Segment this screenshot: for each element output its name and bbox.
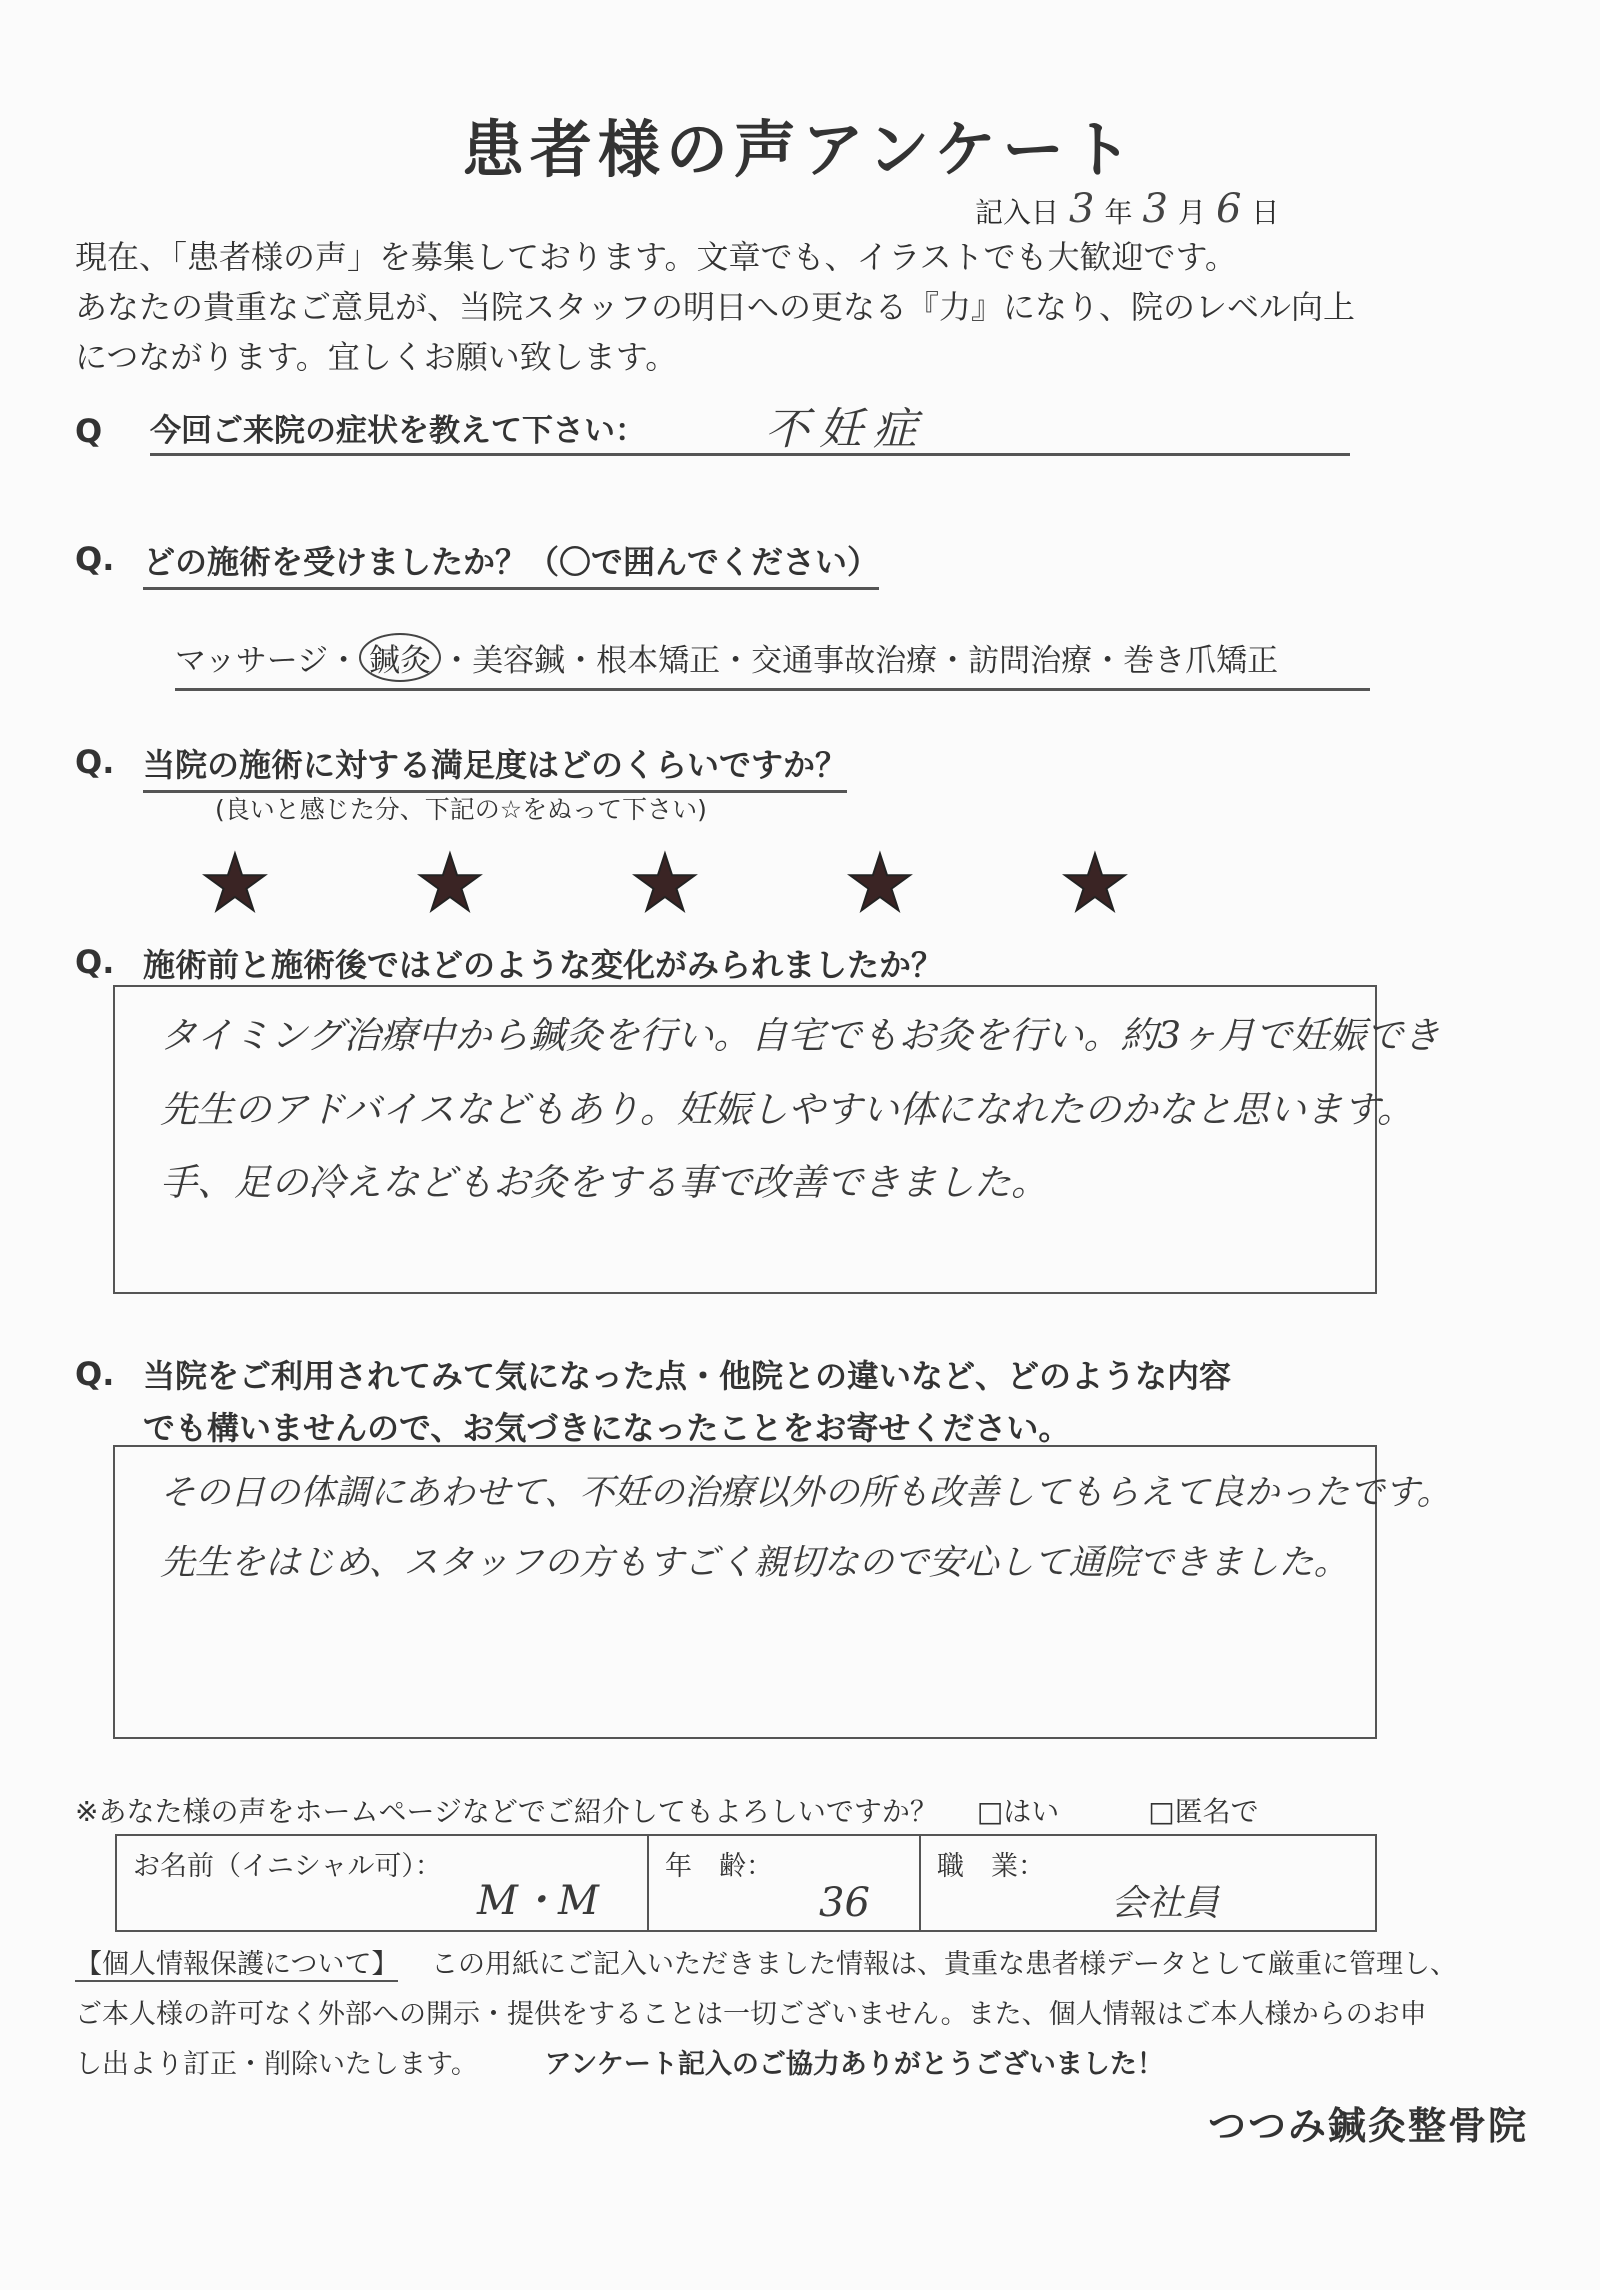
privacy-line: し出より訂正・削除いたします。 <box>75 2049 478 2080</box>
date-year: 3 <box>1069 186 1095 232</box>
filled-star-icon: ★ <box>415 839 485 929</box>
privacy-line: ご本人様の許可なく外部への開示・提供をすることは一切ございません。また、個人情報はご本人様からのお申 <box>75 1999 1427 2030</box>
privacy-line: この用紙にご記入いただきました情報は、貴重な患者様データとして厳重に管理し、 <box>431 1949 1458 1980</box>
separator: ・ <box>565 643 597 679</box>
permission-question: ※あなた様の声をホームページなどでご紹介してもよろしいですか？ <box>75 1795 938 1828</box>
satisfaction-stars <box>200 839 1200 935</box>
job-label: 職 業： <box>937 1851 1045 1882</box>
option-fundamental-correction: 根本矯正 <box>596 643 721 679</box>
q5-answer-box <box>113 1445 1452 1739</box>
q5-question-line: 当院をご利用されてみて気になった点・他院との違いなど、どのような内容 <box>143 1357 1232 1395</box>
q1-question: 今回ご来院の症状を教えて下さい： <box>150 413 646 449</box>
entry-date <box>975 186 1279 232</box>
q3-note: (良いと感じた分、下記の☆をぬって下さい) <box>215 795 707 824</box>
date-month-unit: 月 <box>1177 196 1206 229</box>
intro-line: につながります。宜しくお願い致します。 <box>75 338 678 376</box>
option-traffic-accident: 交通事故治療 <box>751 643 938 679</box>
option-home-visit: 訪問治療 <box>968 643 1093 679</box>
job-cell <box>921 1836 1375 1930</box>
permission-anonymous-checkbox[interactable]: □匿名で <box>1148 1795 1259 1828</box>
treatment-options <box>175 633 1370 691</box>
date-label: 記入日 <box>975 196 1060 229</box>
separator: ・ <box>1092 643 1124 679</box>
q4-mark: Q. <box>75 943 115 981</box>
q5-question <box>143 1350 1231 1454</box>
age-label: 年 齢： <box>665 1851 773 1882</box>
permission-yes-checkbox[interactable]: □はい <box>976 1795 1060 1828</box>
thanks-message: アンケート記入のご協力ありがとうございました！ <box>544 2049 1164 2080</box>
intro-line: あなたの貴重なご意見が、当院スタッフの明日への更なる『力』になり、院のレベル向上 <box>75 288 1356 326</box>
name-value: M・M <box>477 1878 599 1924</box>
filled-star-icon: ★ <box>200 839 270 929</box>
q5-answer-line: 先生をはじめ、スタッフの方もすごく親切なので安心して通院できました。 <box>160 1543 1349 1583</box>
date-month: 3 <box>1142 186 1168 232</box>
intro-line: 現在、「患者様の声」を募集しております。文章でも、イラストでも大歓迎です。 <box>75 238 1237 276</box>
q1-row <box>150 405 1350 456</box>
separator: ・ <box>937 643 969 679</box>
q1-answer: 不妊症 <box>765 404 927 455</box>
date-year-unit: 年 <box>1104 196 1133 229</box>
option-acupuncture-selected: 鍼灸 <box>359 633 441 682</box>
age-value: 36 <box>819 1880 870 1926</box>
q4-answer-line: 先生のアドバイスなどもあり。妊娠しやすい体になれたのかなと思います。 <box>160 1088 1414 1131</box>
publication-permission <box>75 1790 1259 1830</box>
date-day: 6 <box>1215 186 1242 232</box>
q4-answer-box <box>113 985 1441 1294</box>
intro-text <box>75 232 1355 382</box>
q3-question: 当院の施術に対する満足度はどのくらいですか？ <box>143 740 847 793</box>
q2-mark: Q. <box>75 540 115 578</box>
option-ingrown-nail: 巻き爪矯正 <box>1123 643 1279 679</box>
date-day-unit: 日 <box>1251 196 1280 229</box>
clinic-name: つつみ鍼灸整骨院 <box>1207 2104 1528 2148</box>
privacy-notice <box>75 1940 1555 2090</box>
age-cell <box>649 1836 921 1930</box>
separator: ・ <box>441 643 473 679</box>
q3-mark: Q. <box>75 743 115 781</box>
option-massage: マッサージ <box>175 643 329 679</box>
q4-answer-line: 手、足の冷えなどもお灸をする事で改善できました。 <box>160 1161 1048 1204</box>
q5-answer-line: その日の体調にあわせて、不妊の治療以外の所も改善してもらえて良かったです。 <box>160 1473 1452 1513</box>
separator: ・ <box>328 643 360 679</box>
q5-question-line: でも構いませんので、お気づきになったことをお寄せください。 <box>143 1409 1071 1447</box>
filled-star-icon: ★ <box>1060 839 1130 929</box>
filled-star-icon: ★ <box>845 839 915 929</box>
separator: ・ <box>720 643 752 679</box>
q5-mark: Q. <box>75 1355 115 1393</box>
job-value: 会社員 <box>1111 1883 1220 1924</box>
privacy-heading: 【個人情報保護について】 <box>75 1949 399 1980</box>
filled-star-icon: ★ <box>630 839 700 929</box>
respondent-info-table <box>115 1834 1377 1932</box>
option-beauty-acupuncture: 美容鍼 <box>472 643 566 679</box>
q2-question: どの施術を受けましたか？（〇で囲んでください） <box>143 537 879 590</box>
q1-mark: Q <box>75 412 103 450</box>
name-label: お名前（イニシャル可）： <box>133 1851 442 1882</box>
name-cell <box>117 1836 649 1930</box>
page-title: 患者様の声アンケート <box>461 113 1139 186</box>
q4-answer-line: タイミング治療中から鍼灸を行い。自宅でもお灸を行い。約3ヶ月で妊娠でき <box>160 1014 1441 1057</box>
q4-question: 施術前と施術後ではどのような変化がみられましたか？ <box>143 946 944 984</box>
